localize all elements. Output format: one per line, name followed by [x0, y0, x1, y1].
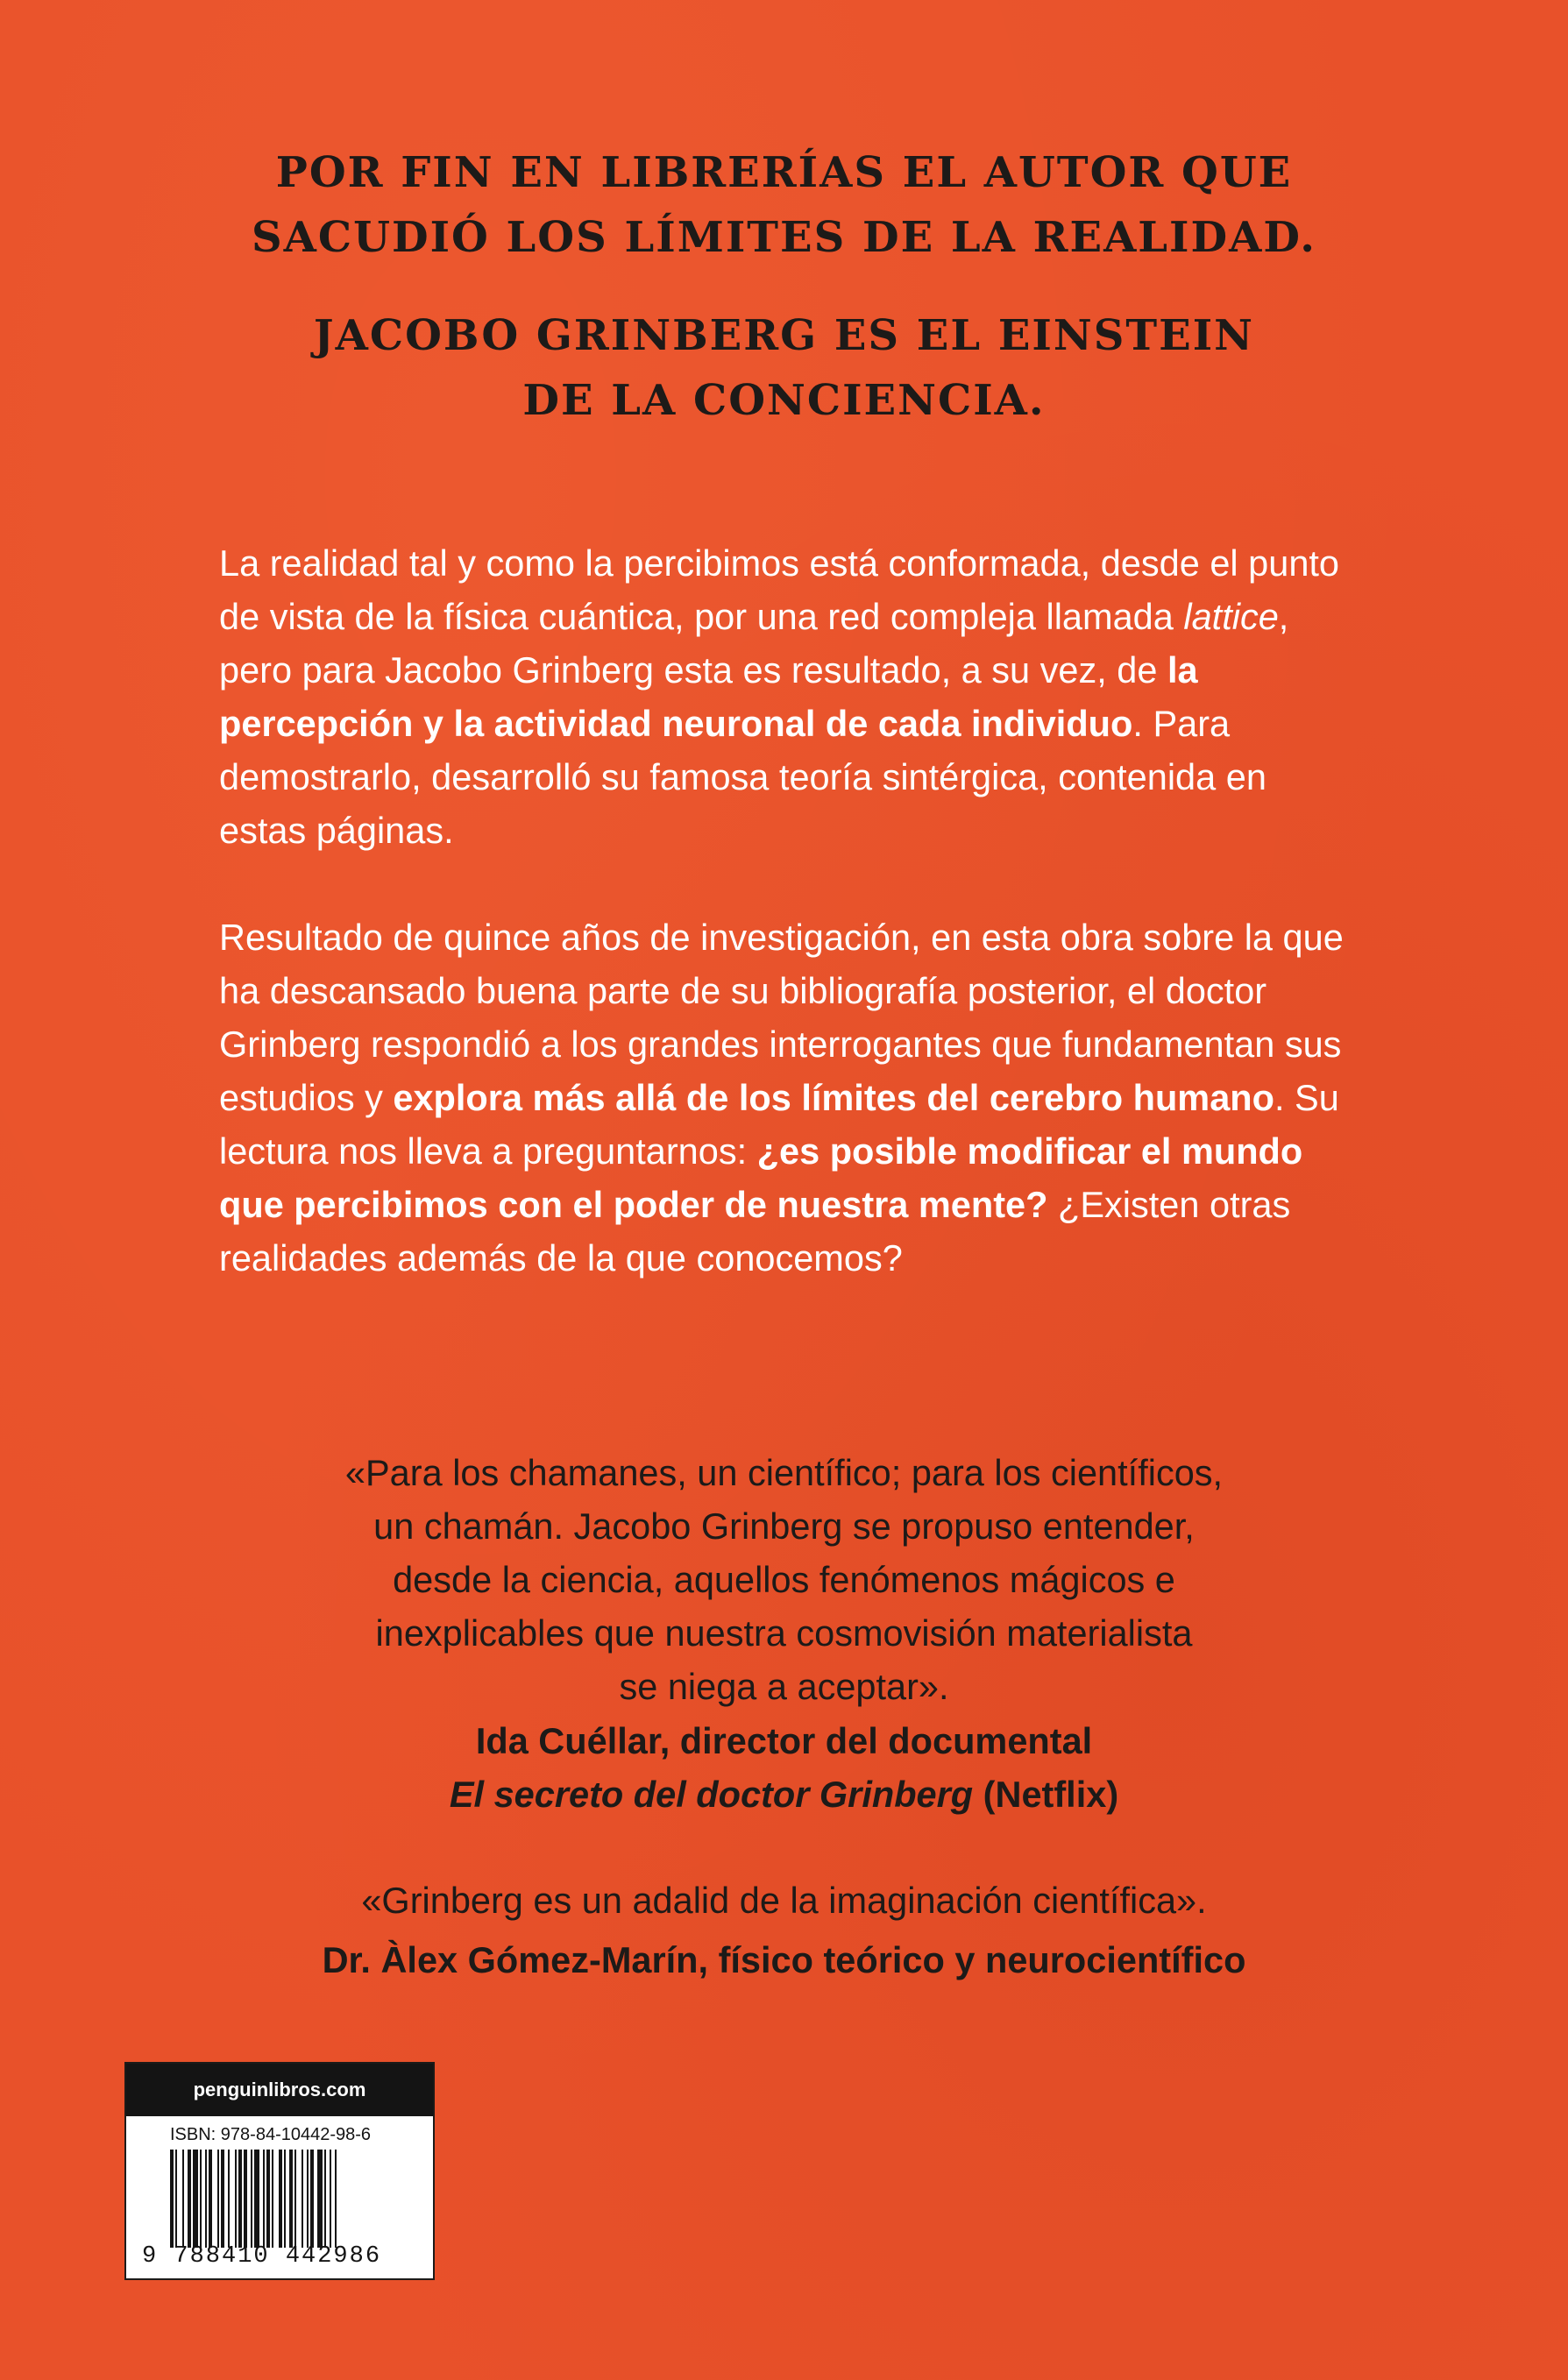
quote1-line-1: «Para los chamanes, un científico; para los científicos,: [344, 1452, 1224, 1493]
headline-line-3: JACOBO GRINBERG ES EL EINSTEIN: [313, 311, 1255, 360]
barcode-bar: [310, 2150, 314, 2248]
barcode-bar: [251, 2150, 252, 2248]
quote1-documentary-title: El secreto del doctor Grinberg: [449, 1774, 974, 1815]
p1-text-1: La realidad tal y como la percibimos está conformada, desde el punto de vista de la física cuántica, por una red compleja llamada: [219, 542, 1340, 637]
barcode-bar: [235, 2150, 237, 2248]
barcode-box: [124, 2062, 435, 2280]
synopsis-paragraph-2: [219, 910, 1359, 1285]
blurb-quote-1-attribution: [0, 1714, 1568, 1821]
p1-bold-phrase: la percepción y la actividad neuronal de cada individuo: [219, 649, 1198, 744]
barcode-bar: [182, 2150, 184, 2248]
publisher-website: penguinlibros.com: [126, 2064, 433, 2116]
barcode-bar: [272, 2150, 273, 2248]
quote1-line-5: se niega a aceptar».: [619, 1666, 949, 1707]
barcode-bar: [193, 2150, 198, 2248]
barcode-bar: [205, 2150, 207, 2248]
barcode-bar: [330, 2150, 331, 2248]
barcode-bar: [200, 2150, 202, 2248]
barcode-bar: [317, 2150, 323, 2248]
p2-bold-phrase-2: ¿es posible modificar el mundo que percibimos con el poder de nuestra mente?: [219, 1130, 1303, 1225]
isbn-label: ISBN: 978-84-10442-98-6: [170, 2125, 372, 2144]
headline-line-1: POR FIN EN LIBRERÍAS EL AUTOR QUE: [275, 148, 1293, 197]
blurb-quote-2-attribution: Dr. Àlex Gómez-Marín, físico teórico y neurocientífico: [322, 1939, 1246, 1980]
blurb-quote-1: [0, 1446, 1568, 1713]
barcode-bar: [254, 2150, 259, 2248]
p2-text-3: . Su lectura nos lleva a preguntarnos:: [219, 1077, 1339, 1172]
barcode-bar: [209, 2150, 212, 2248]
barcode-bar: [263, 2150, 265, 2248]
p2-text-5: ¿Existen otras realidades además de la que conocemos?: [219, 1184, 1291, 1279]
barcode-bar: [307, 2150, 309, 2248]
p2-text-1: Resultado de quince años de investigación, en esta obra sobre la que ha descansado buena parte de su bibliografía posterior, el doctor Grinberg respondió a los grandes interrogantes que fundamentan sus estudios y: [219, 917, 1344, 1118]
barcode-bar: [244, 2150, 247, 2248]
barcode-bar: [175, 2150, 177, 2248]
barcode-bar: [294, 2150, 296, 2248]
synopsis-paragraph-1: [219, 536, 1359, 857]
quote1-line-2: un chamán. Jacobo Grinberg se propuso entender,: [373, 1505, 1195, 1547]
headline-bottom: [0, 303, 1568, 433]
barcode-bar: [279, 2150, 282, 2248]
barcode-bar: [335, 2150, 337, 2248]
p1-text-3: , pero para Jacobo Grinberg esta es resultado, a su vez, de: [219, 596, 1289, 691]
barcode-bar: [266, 2150, 270, 2248]
headline-top: [0, 140, 1568, 270]
quote1-line-3: desde la ciencia, aquellos fenómenos mágicos e: [393, 1559, 1175, 1600]
headline-line-2: SACUDIÓ LOS LÍMITES DE LA REALIDAD.: [251, 213, 1316, 262]
barcode-bar: [289, 2150, 293, 2248]
quote1-line-4: inexplicables que nuestra cosmovisión materialista: [375, 1612, 1193, 1654]
barcode-graphic: [170, 2150, 415, 2248]
barcode-bar: [228, 2150, 230, 2248]
headline-line-4: DE LA CONCIENCIA.: [522, 376, 1046, 425]
barcode-bar: [221, 2150, 224, 2248]
barcode-bar: [324, 2150, 326, 2248]
p1-text-5: . Para demostrarlo, desarrolló su famosa teoría sintérgica, contenida en estas páginas.: [219, 703, 1266, 851]
barcode-digits: 9 788410 442986: [142, 2243, 382, 2270]
barcode-bars: [170, 2150, 415, 2248]
barcode-bar: [170, 2150, 174, 2248]
quote1-author: Ida Cuéllar, director del documental: [475, 1720, 1093, 1761]
p1-italic-term: lattice: [1183, 596, 1279, 637]
blurb-quote-2: «Grinberg es un adalid de la imaginación científica».: [361, 1880, 1207, 1921]
barcode-bar: [188, 2150, 191, 2248]
barcode-bar: [238, 2150, 242, 2248]
p2-bold-phrase-1: explora más allá de los límites del cerebro humano: [393, 1077, 1274, 1118]
barcode-bar: [217, 2150, 219, 2248]
barcode-bar: [302, 2150, 303, 2248]
quote1-author-suffix: (Netflix): [973, 1774, 1119, 1815]
barcode-bar: [284, 2150, 286, 2248]
